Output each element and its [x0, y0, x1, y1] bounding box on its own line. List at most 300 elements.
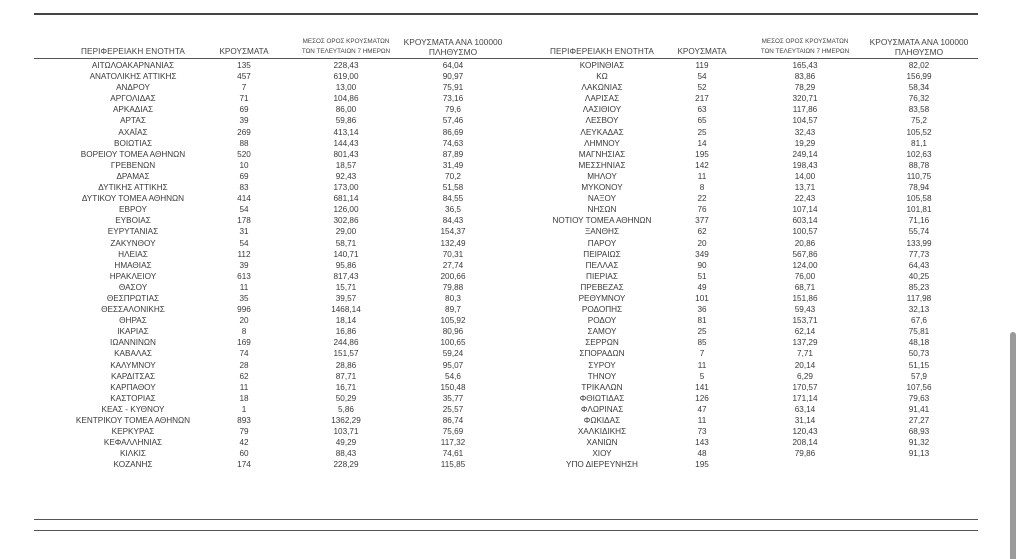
avg-7day-value: 1468,14 — [331, 305, 361, 315]
table-row — [34, 127, 514, 138]
region-name: ΜΑΓΝΗΣΙΑΣ — [578, 149, 626, 159]
rate-per-100k-value: 87,89 — [442, 149, 464, 159]
rate-per-100k-value: 35,77 — [442, 393, 464, 403]
rate-per-100k-value: 82,02 — [908, 61, 930, 70]
avg-7day-value: 104,57 — [792, 116, 818, 126]
avg-7day-value: 120,43 — [792, 427, 818, 437]
avg-7day-value: 16,71 — [335, 382, 357, 392]
avg-7day-value: 137,29 — [792, 338, 818, 348]
region-name: ΤΗΝΟΥ — [587, 371, 617, 381]
table-row — [514, 71, 978, 82]
cases-value: 76 — [697, 205, 707, 215]
rate-per-100k-value: 75,91 — [442, 83, 464, 93]
table-left-half — [34, 34, 514, 470]
cases-value: 269 — [237, 127, 251, 137]
table-row — [514, 293, 978, 304]
region-name: ΝΑΞΟΥ — [587, 194, 617, 204]
region-name: ΛΕΣΒΟΥ — [585, 116, 619, 126]
cases-value: 69 — [239, 105, 249, 115]
rate-per-100k-value: 89,7 — [445, 305, 461, 315]
region-name: ΚΑΒΑΛΑΣ — [114, 349, 152, 359]
region-name: ΑΡΚΑΔΙΑΣ — [112, 105, 154, 115]
table-row — [514, 282, 978, 293]
region-name: ΔΥΤΙΚΗΣ ΑΤΤΙΚΗΣ — [98, 183, 168, 193]
rate-per-100k-value: 74,61 — [442, 449, 464, 459]
rate-per-100k-value: 117,98 — [906, 293, 932, 303]
rate-per-100k-value: 150,48 — [440, 382, 466, 392]
region-name: ΝΟΤΙΟΥ ΤΟΜΕΑ ΑΘΗΝΩΝ — [552, 216, 652, 226]
table-row — [514, 304, 978, 315]
region-name: ΝΗΣΩΝ — [587, 205, 617, 215]
table-row — [34, 459, 514, 470]
region-name: ΚΟΖΑΝΗΣ — [113, 460, 153, 470]
cases-value: 79 — [239, 427, 249, 437]
region-name: ΡΟΔΟΥ — [587, 316, 617, 326]
cases-value: 63 — [697, 105, 707, 115]
table-row — [514, 115, 978, 126]
cases-value: 88 — [239, 138, 249, 148]
region-name: ΚΕΦΑΛΛΗΝΙΑΣ — [103, 438, 163, 448]
rate-per-100k-value: 54,6 — [445, 371, 461, 381]
rate-per-100k-value: 105,52 — [906, 127, 932, 137]
header-region: ΠΕΡΙΦΕΡΕΙΑΚΗ ΕΝΟΤΗΤΑ — [81, 47, 185, 56]
region-name: ΚΑΡΔΙΤΣΑΣ — [110, 371, 156, 381]
avg-7day-value: 320,71 — [792, 94, 818, 104]
avg-7day-value: 39,57 — [335, 293, 357, 303]
table-row — [34, 138, 514, 149]
header-rate-per-100k — [860, 37, 978, 57]
rate-per-100k-value: 91,32 — [908, 438, 930, 448]
avg-7day-value: 86,00 — [335, 105, 357, 115]
rate-per-100k-value: 154,37 — [440, 227, 466, 237]
cases-value: 71 — [239, 94, 249, 104]
avg-7day-value: 6,29 — [797, 371, 813, 381]
cases-value: 217 — [695, 94, 709, 104]
rate-per-100k-value: 59,24 — [442, 349, 464, 359]
table-row — [514, 160, 978, 171]
avg-7day-value: 22,43 — [794, 194, 816, 204]
region-name: ΘΗΡΑΣ — [119, 316, 147, 326]
table-row — [514, 382, 978, 393]
region-name: ΚΩ — [596, 72, 608, 82]
region-name: ΚΕΡΚΥΡΑΣ — [111, 427, 155, 437]
region-name: ΚΟΡΙΝΘΙΑΣ — [579, 61, 625, 70]
avg-7day-value: 18,14 — [335, 316, 357, 326]
cases-value: 126 — [695, 393, 709, 403]
table-row — [34, 360, 514, 371]
cases-value: 20 — [239, 316, 249, 326]
region-name: ΒΟΙΩΤΙΑΣ — [113, 138, 153, 148]
avg-7day-value: 619,00 — [333, 72, 359, 82]
cases-value: 35 — [239, 293, 249, 303]
table-row — [514, 448, 978, 459]
avg-7day-value: 88,43 — [335, 449, 357, 459]
cases-value: 141 — [695, 382, 709, 392]
region-name: ΑΡΤΑΣ — [120, 116, 146, 126]
region-name: ΛΑΚΩΝΙΑΣ — [581, 83, 623, 93]
rate-per-100k-value: 51,15 — [908, 360, 930, 370]
avg-7day-value: 681,14 — [333, 194, 359, 204]
region-name: ΚΑΡΠΑΘΟΥ — [110, 382, 156, 392]
table-row — [514, 437, 978, 448]
cases-value: 49 — [697, 282, 707, 292]
avg-7day-value: 58,71 — [335, 238, 357, 248]
cases-value: 54 — [239, 238, 249, 248]
table-row — [34, 448, 514, 459]
header-region: ΠΕΡΙΦΕΡΕΙΑΚΗ ΕΝΟΤΗΤΑ — [550, 47, 654, 56]
table-right-half — [514, 34, 978, 470]
table-row — [34, 249, 514, 260]
region-name: ΑΡΓΟΛΙΔΑΣ — [110, 94, 156, 104]
region-name: ΕΥΒΟΙΑΣ — [115, 216, 151, 226]
cases-value: 414 — [237, 194, 251, 204]
rate-per-100k-value: 48,18 — [908, 338, 930, 348]
table-row — [514, 271, 978, 282]
table-row — [514, 415, 978, 426]
avg-7day-value: 171,14 — [792, 393, 818, 403]
table-row — [514, 459, 978, 470]
cases-value: 28 — [239, 360, 249, 370]
region-name: ΦΛΩΡΙΝΑΣ — [580, 404, 624, 414]
region-name: ΠΙΕΡΙΑΣ — [586, 271, 618, 281]
rate-per-100k-value: 79,6 — [445, 105, 461, 115]
avg-7day-value: 28,86 — [335, 360, 357, 370]
avg-7day-value: 87,71 — [335, 371, 357, 381]
table-row — [34, 193, 514, 204]
region-name: ΦΩΚΙΔΑΣ — [583, 416, 621, 425]
cases-value: 7 — [699, 349, 705, 359]
rate-per-100k-value: 132,49 — [440, 238, 466, 248]
avg-7day-value: 117,86 — [792, 105, 818, 115]
region-name: ΘΕΣΠΡΩΤΙΑΣ — [106, 293, 160, 303]
rate-per-100k-value: 95,07 — [442, 360, 464, 370]
avg-7day-value: 29,00 — [335, 227, 357, 237]
table-row — [34, 371, 514, 382]
table-row — [514, 360, 978, 371]
avg-7day-value: 249,14 — [792, 149, 818, 159]
cases-value: 10 — [239, 160, 249, 170]
region-name: ΡΕΘΥΜΝΟΥ — [578, 293, 626, 303]
table-row — [514, 138, 978, 149]
region-name: ΧΑΝΙΩΝ — [586, 438, 618, 448]
avg-7day-value: 18,57 — [335, 160, 357, 170]
header-avg-line1: ΜΕΣΟΣ ΟΡΟΣ ΚΡΟΥΣΜΑΤΩΝ — [761, 38, 849, 45]
rate-per-100k-value: 83,58 — [908, 105, 930, 115]
table-row — [34, 93, 514, 104]
region-name: ΣΥΡΟΥ — [588, 360, 616, 370]
cases-value: 42 — [239, 438, 249, 448]
rate-per-100k-value: 73,16 — [442, 94, 464, 104]
table-row — [34, 182, 514, 193]
rate-per-100k-value: 200,66 — [440, 271, 466, 281]
rate-per-100k-value: 86,74 — [442, 416, 464, 425]
avg-7day-value: 14,00 — [794, 171, 816, 181]
cases-value: 11 — [697, 416, 707, 425]
rate-per-100k-value: 105,58 — [906, 194, 932, 204]
cases-value: 11 — [239, 382, 249, 392]
rate-per-100k-value: 107,56 — [906, 382, 932, 392]
cases-value: 996 — [237, 305, 251, 315]
avg-7day-value: 302,86 — [333, 216, 359, 226]
table-row — [514, 104, 978, 115]
table-row — [514, 93, 978, 104]
avg-7day-value: 153,71 — [792, 316, 818, 326]
cases-value: 5 — [699, 371, 705, 381]
cases-value: 14 — [697, 138, 707, 148]
cases-value: 101 — [695, 293, 709, 303]
table-row — [514, 326, 978, 337]
cases-value: 47 — [697, 404, 707, 414]
avg-7day-value: 32,43 — [794, 127, 816, 137]
cases-value: 613 — [237, 271, 251, 281]
cases-value: 7 — [241, 83, 247, 93]
table-row — [34, 238, 514, 249]
rate-per-100k-value: 68,93 — [908, 427, 930, 437]
cases-value: 39 — [239, 260, 249, 270]
table-row — [514, 60, 978, 71]
table-row — [34, 404, 514, 415]
table-row — [514, 149, 978, 160]
cases-value: 51 — [697, 271, 707, 281]
avg-7day-value: 95,86 — [335, 260, 357, 270]
table-row — [34, 71, 514, 82]
table-row — [34, 337, 514, 348]
avg-7day-value: 198,43 — [792, 160, 818, 170]
avg-7day-value: 16,86 — [335, 327, 357, 337]
cases-value: 20 — [697, 238, 707, 248]
cases-value: 169 — [237, 338, 251, 348]
cases-value: 25 — [697, 127, 707, 137]
table-row — [34, 326, 514, 337]
table-row — [34, 115, 514, 126]
cases-value: 62 — [697, 227, 707, 237]
table-row — [34, 260, 514, 271]
avg-7day-value: 76,00 — [794, 271, 816, 281]
region-name: ΕΥΡΥΤΑΝΙΑΣ — [107, 227, 159, 237]
region-name: ΑΙΤΩΛΟΑΚΑΡΝΑΝΙΑΣ — [91, 61, 175, 70]
avg-7day-value: 567,86 — [792, 249, 818, 259]
region-name: ΚΑΣΤΟΡΙΑΣ — [110, 393, 156, 403]
cases-value: 90 — [697, 260, 707, 270]
cases-value: 31 — [239, 227, 249, 237]
vertical-scrollbar[interactable] — [1010, 332, 1016, 559]
avg-7day-value: 170,57 — [792, 382, 818, 392]
cases-value: 112 — [237, 249, 251, 259]
table-row — [514, 204, 978, 215]
table-row — [34, 171, 514, 182]
rate-per-100k-value: 78,94 — [908, 183, 930, 193]
rate-per-100k-value: 25,57 — [442, 404, 464, 414]
rate-per-100k-value: 88,78 — [908, 160, 930, 170]
cases-value: 52 — [697, 83, 707, 93]
rate-per-100k-value: 36,5 — [445, 205, 461, 215]
cases-value: 25 — [697, 327, 707, 337]
cases-value: 73 — [697, 427, 707, 437]
region-name: ΠΕΛΛΑΣ — [585, 260, 619, 270]
rate-per-100k-value: 58,34 — [908, 83, 930, 93]
header-avg-line2: ΤΩΝ ΤΕΛΕΥΤΑΙΩΝ 7 ΗΜΕΡΩΝ — [760, 48, 850, 55]
rate-per-100k-value: 55,74 — [908, 227, 930, 237]
region-name: ΞΑΝΘΗΣ — [584, 227, 620, 237]
table-row — [34, 60, 514, 71]
rate-per-100k-value: 85,23 — [908, 282, 930, 292]
region-name: ΠΕΙΡΑΙΩΣ — [583, 249, 621, 259]
rate-per-100k-value: 27,74 — [442, 260, 464, 270]
cases-value: 11 — [239, 282, 249, 292]
table-row — [34, 426, 514, 437]
cases-value: 11 — [697, 360, 707, 370]
cases-value: 195 — [695, 460, 709, 470]
table-row — [34, 437, 514, 448]
table-row — [34, 382, 514, 393]
avg-7day-value: 20,86 — [794, 238, 816, 248]
cases-value: 69 — [239, 171, 249, 181]
cases-value: 74 — [239, 349, 249, 359]
avg-7day-value: 603,14 — [792, 216, 818, 226]
table-row — [34, 104, 514, 115]
rate-per-100k-value: 91,13 — [908, 449, 930, 459]
cases-value: 457 — [237, 72, 251, 82]
avg-7day-value: 13,00 — [335, 83, 357, 93]
cases-value: 119 — [695, 61, 709, 70]
region-name: ΔΥΤΙΚΟΥ ΤΟΜΕΑ ΑΘΗΝΩΝ — [81, 194, 185, 204]
table-row — [34, 160, 514, 171]
table-row — [514, 182, 978, 193]
avg-7day-value: 801,43 — [333, 149, 359, 159]
region-name: ΖΑΚΥΝΘΟΥ — [110, 238, 156, 248]
region-name: ΙΚΑΡΙΑΣ — [117, 327, 149, 337]
region-name: ΤΡΙΚΑΛΩΝ — [581, 382, 623, 392]
table-row — [34, 315, 514, 326]
cases-value: 54 — [239, 205, 249, 215]
rate-per-100k-value: 74,63 — [442, 138, 464, 148]
avg-7day-value: 144,43 — [333, 138, 359, 148]
table-row — [34, 82, 514, 93]
region-name: ΧΙΟΥ — [592, 449, 612, 459]
rate-per-100k-value: 77,73 — [908, 249, 930, 259]
table-row — [34, 293, 514, 304]
table-row — [34, 393, 514, 404]
region-name: ΥΠΟ ΔΙΕΡΕΥΝΗΣΗ — [566, 460, 638, 470]
cases-value: 39 — [239, 116, 249, 126]
avg-7day-value: 165,43 — [792, 61, 818, 70]
region-name: ΓΡΕΒΕΝΩΝ — [110, 160, 156, 170]
table-row — [514, 337, 978, 348]
avg-7day-value: 68,71 — [794, 282, 816, 292]
table-row — [514, 193, 978, 204]
rate-per-100k-value: 32,13 — [908, 305, 930, 315]
rate-per-100k-value: 51,58 — [442, 183, 464, 193]
region-name: ΘΕΣΣΑΛΟΝΙΚΗΣ — [101, 305, 165, 315]
avg-7day-value: 228,43 — [333, 61, 359, 70]
region-name: ΑΝΔΡΟΥ — [116, 83, 150, 93]
cases-value: 11 — [697, 171, 707, 181]
rate-per-100k-value: 70,31 — [442, 249, 464, 259]
rate-per-100k-value: 86,69 — [442, 127, 464, 137]
region-name: ΚΑΛΥΜΝΟΥ — [110, 360, 156, 370]
table-row — [514, 315, 978, 326]
table-row — [514, 393, 978, 404]
rate-per-100k-value: 64,04 — [442, 61, 464, 70]
region-name: ΛΕΥΚΑΔΑΣ — [580, 127, 624, 137]
avg-7day-value: 31,14 — [794, 416, 816, 425]
rate-per-100k-value: 40,25 — [908, 271, 930, 281]
header-cases: ΚΡΟΥΣΜΑΤΑ — [677, 47, 727, 56]
avg-7day-value: 83,86 — [794, 72, 816, 82]
avg-7day-value: 100,57 — [792, 227, 818, 237]
avg-7day-value: 59,43 — [794, 305, 816, 315]
cases-value: 142 — [695, 160, 709, 170]
region-name: ΛΑΣΙΘΙΟΥ — [582, 105, 622, 115]
header-rate-line1: ΚΡΟΥΣΜΑΤΑ ΑΝΑ 100000 — [869, 37, 969, 47]
table-row — [514, 171, 978, 182]
cases-value: 22 — [697, 194, 707, 204]
rate-per-100k-value: 80,96 — [442, 327, 464, 337]
cases-value: 349 — [695, 249, 709, 259]
region-name: ΜΥΚΟΝΟΥ — [581, 183, 623, 193]
region-name: ΠΑΡΟΥ — [587, 238, 617, 248]
cases-value: 18 — [239, 393, 249, 403]
avg-7day-value: 63,14 — [794, 404, 816, 414]
avg-7day-value: 140,71 — [333, 249, 359, 259]
region-name: ΛΗΜΝΟΥ — [584, 138, 620, 148]
table-row — [34, 282, 514, 293]
header-cases: ΚΡΟΥΣΜΑΤΑ — [219, 47, 269, 56]
cases-value: 81 — [697, 316, 707, 326]
table-row — [34, 348, 514, 359]
table-body-left — [34, 59, 514, 470]
avg-7day-value: 7,71 — [797, 349, 813, 359]
region-name: ΗΡΑΚΛΕΙΟΥ — [109, 271, 157, 281]
avg-7day-value: 79,86 — [794, 449, 816, 459]
table-row — [514, 348, 978, 359]
region-name: ΣΕΡΡΩΝ — [585, 338, 619, 348]
bottom-rule — [34, 519, 978, 520]
cases-value: 8 — [241, 327, 247, 337]
table-row — [34, 226, 514, 237]
table-header — [34, 34, 514, 59]
table-row — [34, 304, 514, 315]
rate-per-100k-value: 79,88 — [442, 282, 464, 292]
cases-value: 377 — [695, 216, 709, 226]
region-name: ΣΠΟΡΑΔΩΝ — [579, 349, 625, 359]
table-row — [514, 249, 978, 260]
rate-per-100k-value: 75,2 — [911, 116, 927, 126]
cases-value: 135 — [237, 61, 251, 70]
cases-value: 65 — [697, 116, 707, 126]
cases-value: 143 — [695, 438, 709, 448]
region-name: ΔΡΑΜΑΣ — [116, 171, 150, 181]
table-body-right — [514, 59, 978, 470]
header-rate-line2: ΠΛΗΘΥΣΜΟ — [894, 47, 944, 57]
avg-7day-value: 107,14 — [792, 205, 818, 215]
region-name: ΚΕΝΤΡΙΚΟΥ ΤΟΜΕΑ ΑΘΗΝΩΝ — [75, 416, 191, 425]
avg-7day-value: 78,29 — [794, 83, 816, 93]
cases-value: 83 — [239, 183, 249, 193]
region-name: ΗΜΑΘΙΑΣ — [114, 260, 152, 270]
avg-7day-value: 124,00 — [792, 260, 818, 270]
avg-7day-value: 104,86 — [333, 94, 359, 104]
cases-value: 85 — [697, 338, 707, 348]
region-name: ΡΟΔΟΠΗΣ — [581, 305, 623, 315]
region-name: ΣΑΜΟΥ — [587, 327, 617, 337]
header-rate-line2: ΠΛΗΘΥΣΜΟ — [428, 47, 478, 57]
cases-value: 195 — [695, 149, 709, 159]
rate-per-100k-value: 27,27 — [908, 416, 930, 425]
avg-7day-value: 62,14 — [794, 327, 816, 337]
header-rate-per-100k — [392, 37, 514, 57]
avg-7day-value: 13,71 — [794, 183, 816, 193]
